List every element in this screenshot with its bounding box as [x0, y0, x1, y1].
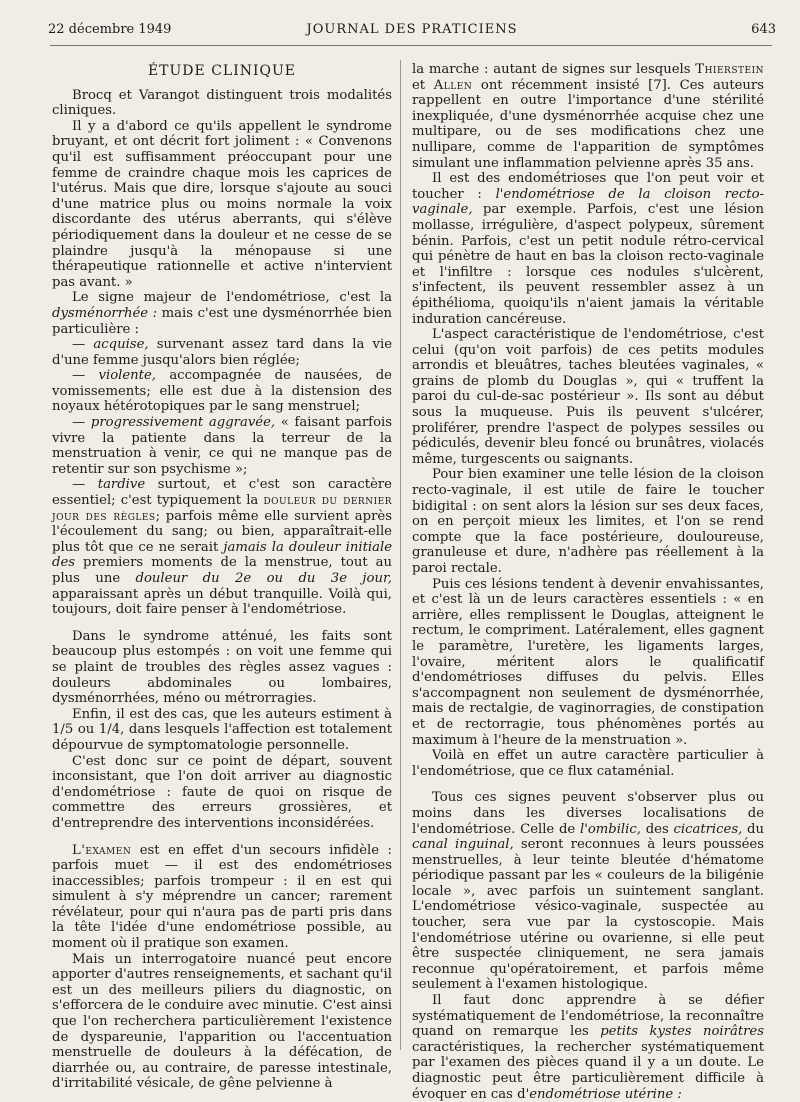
paragraph: Il y a d'abord ce qu'ils appellent le syndrome bruyant, et ont décrit fort joliment : « Convenons qu'il est suffisamment préoccupant pour une femme de craindre chaque mois les caprices de l'utérus. Mais que dire, lorsque s'ajoute au souci d'une matrice plus ou moins normale la voix discordante des utérus aberrants, qui s'élève périodiquement dans la douleur et ne cesse de se plaindre jusqu'à la ménopause si une thérapeutique rationnelle et active n'intervient pas avant. » [52, 118, 392, 290]
issue-date: 22 décembre 1949 [48, 22, 172, 37]
paragraph: Le signe majeur de l'endométriose, c'est la dysménorrhée : mais c'est une dysménorrhée bien particulière : [52, 290, 393, 337]
column-divider [400, 60, 401, 1050]
paragraph: C'est donc sur ce point de départ, souvent inconsistant, que l'on doit arriver au diagnostic d'endométriose : faute de quoi on risque de commettre des erreurs grossières, et d'entreprendre des interventions inconsidérées. [52, 753, 392, 831]
paragraph: L'aspect caractéristique de l'endométriose, c'est celui (qu'on voit parfois) de ces petits modules arrondis et bleuâtres, taches bleutées vaginales, « grains de plomb du Douglas », qui « truffent la paroi du cul-de-sac postérieur ». Ils sont au début sous la muqueuse. Puis ils peuvent s'ulcérer, proliférer, prendre l'aspect de polypes sessiles ou pédiculés, devenir bleu foncé ou brunâtres, violacés même, turgescents ou saignants. [412, 327, 764, 467]
section-heading: ÉTUDE CLINIQUE [147, 63, 297, 79]
paragraph: Mais un interrogatoire nuancé peut encore apporter d'autres renseignements, et sachant qu'il est un des meilleurs piliers du diagnostic, on s'efforcera de le conduire avec minutie. C'est ainsi que l'on recherchera particulièrement l'existence de dyspareunie, l'apparition ou l'accentuation menstruelle de douleurs à la défécation, de diarrhée ou, au contraire, de paresse intestinale, d'irritabilité vésicale, de gêne pelvienne à [52, 951, 392, 1092]
left-column [52, 64, 392, 1092]
paragraph: Voilà en effet un autre caractère particulier à l'endométriose, que ce flux cataménial. [412, 748, 764, 779]
paragraph: Puis ces lésions tendent à devenir envahissantes, et c'est là un de leurs caractères essentiels : « en arrière, elles remplissent le Douglas, atteignent le rectum, le compriment. Latéralement, elles gagnent le paramètre, l'uretère, les ligaments larges, l'ovaire, méritent alors le qualificatif d'endométrioses diffuses du pelvis. Elles s'accompagnent non seulement de dysménorrhée, mais de rectalgie, de vaginorragies, de constipation et de rectorragie, tous phénomènes portés au maximum à l'heure de la menstruation ». [412, 576, 764, 748]
page-number: 643 [751, 22, 776, 37]
dash-item: — tardive surtout, et c'est son caractère essentiel; c'est typiquement la douleur du dernier jour des règles; parfois même elle survient après l'écoulement du sang; ou bien, apparaîtrait-elle plus tôt que ce ne serait jamais la douleur initiale des premiers moments de la menstrue, tout au plus une douleur du 2e ou du 3e jour, apparaissant après un début tranquille. Voilà qui, toujours, doit faire penser à l'endométriose. [52, 477, 392, 618]
dash-item: — progressivement aggravée, « faisant parfois vivre la patiente dans la terreur de la menstruation à venir, ce qui ne manque pas de retentir sur son psychisme »; [52, 415, 392, 477]
dash-item: — violente, accompagnée de nausées, de vomissements; elle est due à la distension des noyaux hétérotopiques par le sang menstruel; [52, 368, 392, 415]
paragraph: la marche : autant de signes sur lesquels Thierstein et Allen ont récemment insisté [7]. Ces auteurs rappellent en outre l'importance d'une stérilité inexpliquée, d'une dysménorrhée acquise chez une multipare, ou de ses modifications chez une nullipare, comme de l'apparition de symptômes simulant une inflammation pelvienne après 35 ans. [412, 62, 764, 171]
right-column [412, 62, 764, 1102]
paragraph: Brocq et Varangot distinguent trois modalités cliniques. [52, 87, 392, 119]
dash-item: — acquise, survenant assez tard dans la vie d'une femme jusqu'alors bien réglée; [52, 337, 392, 368]
paragraph: L'examen est en effet d'un secours infidèle : parfois muet — il est des endométrioses inaccessibles; parfois trompeur : il en est qui simulent à s'y méprendre un cancer; rarement révélateur, pour qui n'aura pas de parti pris dans la tête l'idée d'une endométriose possible, au moment où il pratique son examen. [52, 842, 392, 952]
paragraph: Enfin, il est des cas, que les auteurs estiment à 1/5 ou 1/4, dans lesquels l'affection est totalement dépourvue de symptomatologie personnelle. [52, 706, 392, 753]
paragraph: Il faut donc apprendre à se défier systématiquement de l'endométriose, la reconnaître quand on remarque les petits kystes noirâtres caractéristiques, la rechercher systématiquement par l'examen des pièces quand il y a un doute. Le diagnostic peut être particulièrement difficile à évoquer en cas d'endométriose utérine : [412, 993, 764, 1102]
paragraph: Tous ces signes peuvent s'observer plus ou moins dans les diverses localisations de l'endométriose. Celle de l'ombilic, des cicatrices, du canal inguinal, seront reconnues à leurs poussées menstruelles, à leur teinte bleutée d'hématome périodique passant par les « couleurs de la biligénie locale », avec parfois un suintement sanglant. L'endométriose vésico-vaginale, suspectée au toucher, sera vue par la cystoscopie. Mais l'endométriose utérine ou ovarienne, si elle peut être suspectée cliniquement, ne sera jamais reconnue qu'opératoirement, et parfois même seulement à l'examen histologique. [412, 790, 764, 993]
journal-title: JOURNAL DES PRATICIENS [306, 22, 518, 37]
paragraph: Il est des endométrioses que l'on peut voir et toucher : l'endométriose de la cloison recto-vaginale, par exemple. Parfois, c'est une lésion mollasse, irrégulière, d'aspect polypeux, sûrement bénin. Parfois, c'est un petit nodule rétro-cervical qui pénètre de haut en bas la cloison recto-vaginale et l'infiltre : lorsque ces nodules s'ulcèrent, s'infectent, ils peuvent ressembler assez à un épithélioma, quoiqu'ils n'aient jamais la véritable induration cancéreuse. [412, 171, 764, 327]
paragraph: Pour bien examiner une telle lésion de la cloison recto-vaginale, il est utile de faire le toucher bidigital : on sent alors la lésion sur ses deux faces, on en perçoit mieux les limites, et l'on se rend compte que la face postérieure, douloureuse, granuleuse et dure, n'adhère pas réellement à la paroi rectale. [412, 467, 764, 576]
header-rule [50, 45, 772, 46]
paragraph: Dans le syndrome atténué, les faits sont beaucoup plus estompés : on voit une femme qui se plaint de troubles des règles assez vagues : douleurs abdominales ou lombaires, dysménorrhées, méno ou métrorragies. [52, 628, 392, 707]
running-header [48, 22, 776, 44]
